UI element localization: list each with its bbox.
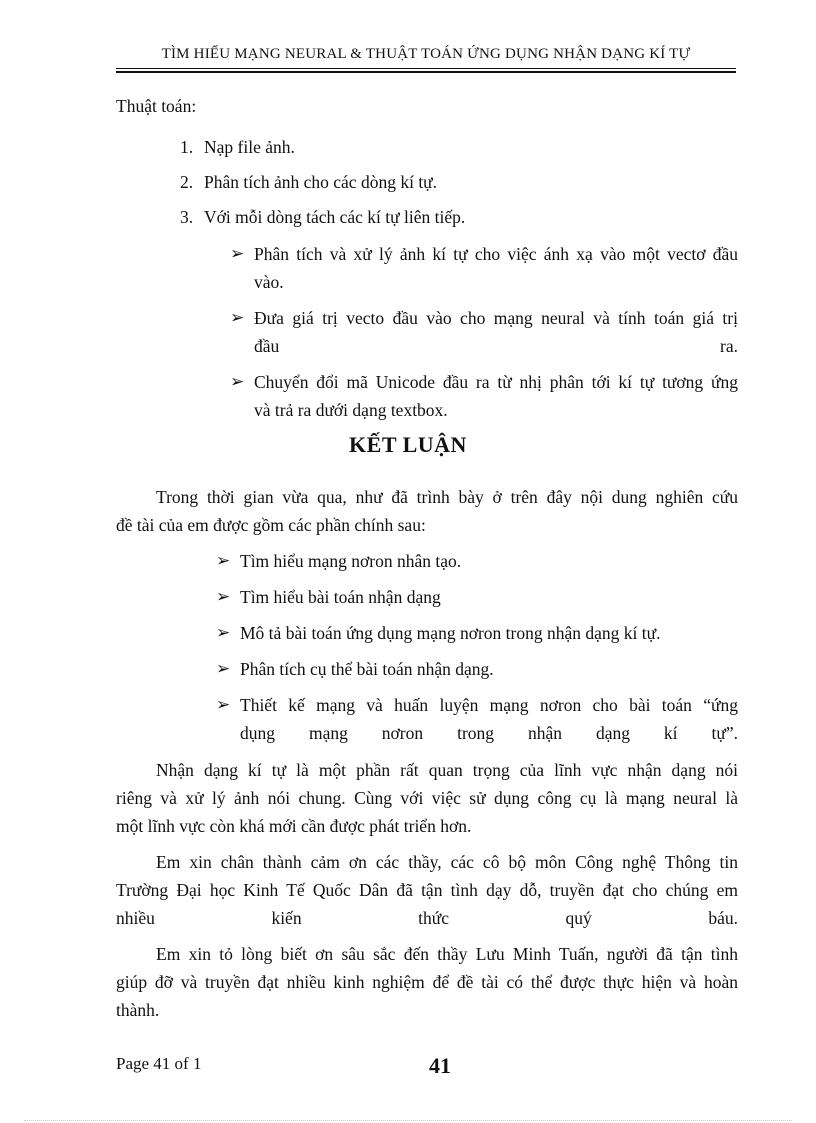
bullet-line: và trả ra dưới dạng textbox. [254, 400, 448, 420]
paragraph-line: Nhận dạng kí tự là một phần rất quan trọng của lĩnh vực nhận dạng nói [156, 760, 738, 780]
arrow-bullet-icon: ➢ [216, 551, 231, 570]
bullet-line: Phân tích cụ thể bài toán nhận dạng. [240, 659, 494, 679]
bullet-line: dụng mạng nơron trong nhận dạng kí tự”. [240, 723, 738, 743]
algorithm-step: 1. Nạp file ảnh. [180, 137, 295, 157]
bullet-line: Phân tích và xử lý ảnh kí tự cho việc ánh xạ vào một vectơ đầu [254, 244, 738, 264]
arrow-bullet-icon: ➢ [230, 308, 245, 327]
bullet-line: Mô tả bài toán ứng dụng mạng nơron trong nhận dạng kí tự. [240, 623, 661, 643]
algorithm-step: 2. Phân tích ảnh cho các dòng kí tự. [180, 172, 438, 192]
bullet-line: Chuyển đổi mã Unicode đầu ra từ nhị phân tới kí tự tương ứng [254, 372, 738, 392]
page-bottom-divider [24, 1120, 792, 1121]
paragraph-line: riêng và xử lý ảnh nói chung. Cùng với việc sử dụng công cụ là mạng neural là [116, 788, 738, 808]
arrow-bullet-icon: ➢ [216, 659, 231, 678]
footer-page-label: Page 41 of 1 [116, 1054, 202, 1073]
paragraph-line: Em xin tỏ lòng biết ơn sâu sắc đến thầy Lưu Minh Tuấn, người đã tận tình [156, 944, 738, 964]
paragraph-line: Trong thời gian vừa qua, như đã trình bày ở trên đây nội dung nghiên cứu [156, 487, 738, 507]
bullet-line: Tìm hiểu bài toán nhận dạng [240, 587, 441, 607]
arrow-bullet-icon: ➢ [230, 372, 245, 391]
header-rule-thick [116, 71, 736, 73]
paragraph-line: Trường Đại học Kinh Tế Quốc Dân đã tận tình dạy dỗ, truyền đạt cho chúng em [116, 880, 738, 900]
bullet-line: Tìm hiểu mạng nơron nhân tạo. [240, 551, 462, 571]
paragraph-line: giúp đỡ và truyền đạt nhiều kinh nghiệm để đề tài có thể được thực hiện và hoàn [116, 972, 738, 992]
algorithm-step: 3. Với mỗi dòng tách các kí tự liên tiếp. [180, 207, 466, 227]
bullet-line: vào. [254, 272, 284, 292]
bullet-line: Đưa giá trị vecto đầu vào cho mạng neural và tính toán giá trị [254, 308, 738, 328]
arrow-bullet-icon: ➢ [230, 244, 245, 263]
paragraph-line: đề tài của em được gồm các phần chính sau: [116, 515, 426, 535]
section-title: KẾT LUẬN [349, 432, 467, 457]
paragraph-line: Em xin chân thành cảm ơn các thầy, các cô bộ môn Công nghệ Thông tin [156, 852, 738, 872]
arrow-bullet-icon: ➢ [216, 695, 231, 714]
running-header: TÌM HIỂU MẠNG NEURAL & THUẬT TOÁN ỨNG DỤNG NHẬN DẠNG KÍ TỰ [161, 46, 691, 62]
paragraph-line: một lĩnh vực còn khá mới cần được phát triển hơn. [116, 816, 472, 836]
footer-page-number: 41 [429, 1053, 451, 1078]
arrow-bullet-icon: ➢ [216, 623, 231, 642]
arrow-bullet-icon: ➢ [216, 587, 231, 606]
header-rule [116, 68, 736, 69]
bullet-line: Thiết kế mạng và huấn luyện mạng nơron cho bài toán “ứng [240, 695, 738, 715]
paragraph-line: nhiều kiến thức quý báu. [116, 908, 738, 928]
bullet-line: đầu ra. [254, 336, 738, 356]
paragraph-line: thành. [116, 1000, 160, 1020]
algorithm-heading: Thuật toán: [116, 96, 197, 116]
